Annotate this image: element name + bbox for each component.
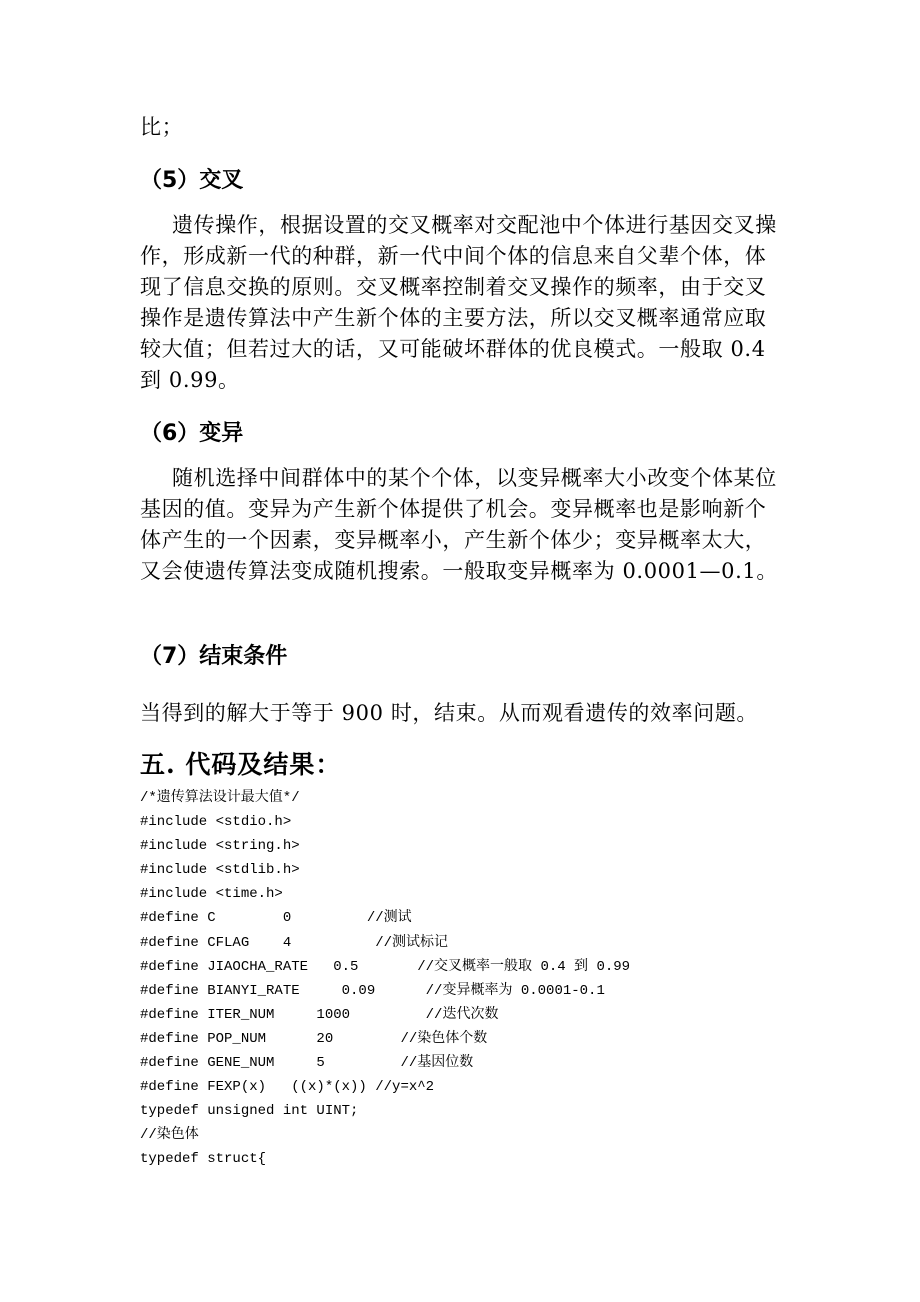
section-title-code: 五. 代码及结果：: [140, 750, 342, 779]
paragraph-termination: 当得到的解大于等于 900 时，结束。从而观看遗传的效率问题。: [140, 701, 759, 725]
paragraph-continuation: 比；: [140, 115, 184, 139]
heading-crossover: （5）交叉: [140, 168, 244, 193]
paragraph-mutation: 随机选择中间群体中的某个个体，以变异概率大小改变个体某位基因的值。变异为产生新个体提供了机会。变异概率也是影响新个体产生的一个因素，变异概率小，产生新个体少；变异概率太大，又会使遗传算法变成随机搜索。一般取变异概率为 0.0001—0.1。: [140, 466, 778, 583]
heading-mutation: （6）变异: [140, 421, 244, 446]
code-line: #include <time.h>: [140, 886, 283, 903]
code-line: typedef struct{: [140, 1151, 267, 1168]
code-line: //染色体: [140, 1127, 199, 1144]
code-line: #define GENE_NUM 5 //基因位数: [140, 1055, 474, 1072]
code-line: /*遗传算法设计最大值*/: [140, 790, 300, 806]
code-line: typedef unsigned int UINT;: [140, 1103, 359, 1120]
code-block: [140, 786, 800, 1172]
code-line: #define CFLAG 4 //测试标记: [140, 934, 449, 951]
code-line: #include <string.h>: [140, 838, 300, 855]
code-line: #define FEXP(x) ((x)*(x)) //y=x^2: [140, 1079, 435, 1096]
code-line: #define BIANYI_RATE 0.09 //变异概率为 0.0001-0.1: [140, 982, 605, 999]
code-line: #include <stdio.h>: [140, 814, 292, 831]
code-line: #define C 0 //测试: [140, 910, 412, 927]
code-line: #define ITER_NUM 1000 //迭代次数: [140, 1006, 499, 1023]
code-line: #include <stdlib.h>: [140, 862, 300, 879]
paragraph-crossover: 遗传操作，根据设置的交叉概率对交配池中个体进行基因交叉操作，形成新一代的种群，新一代中间个体的信息来自父辈个体，体现了信息交换的原则。交叉概率控制着交叉操作的频率，由于交叉操作是遗传算法中产生新个体的主要方法，所以交叉概率通常应取较大值；但若过大的话，又可能破坏群体的优良模式。一般取 0.4 到 0.99。: [140, 213, 777, 392]
code-line: #define POP_NUM 20 //染色体个数: [140, 1030, 488, 1047]
heading-termination: （7）结束条件: [140, 644, 288, 669]
code-line: #define JIAOCHA_RATE 0.5 //交叉概率一般取 0.4 到 0.99: [140, 958, 631, 975]
